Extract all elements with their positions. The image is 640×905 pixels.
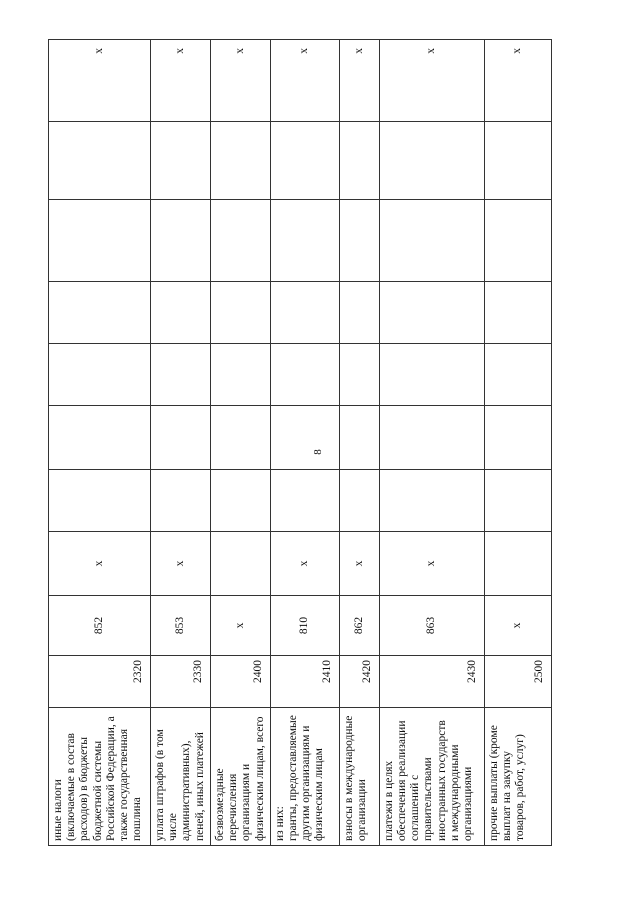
empty-cell [151, 406, 211, 470]
row-label: прочие выплаты (кроме выплат на закупку товаров, работ, услуг) [484, 708, 551, 846]
empty-cell [379, 406, 484, 470]
empty-cell [339, 282, 379, 344]
row-label: из них: гранты, предоставляемые другим организациям и физическим лицам [270, 708, 339, 846]
kosgu-code: 863 [379, 596, 484, 656]
empty-cell [339, 344, 379, 406]
kosgu-code: x [210, 596, 270, 656]
mark-cell [484, 532, 551, 596]
empty-cell [484, 200, 551, 282]
end-mark-cell: x [484, 40, 551, 122]
table-row [49, 40, 151, 846]
table-row [151, 40, 211, 846]
empty-cell [151, 122, 211, 200]
row-code: 2410 [270, 656, 339, 708]
empty-cell [379, 282, 484, 344]
kosgu-code: x [484, 596, 551, 656]
empty-cell [151, 282, 211, 344]
empty-cell [270, 344, 339, 406]
empty-cell [484, 470, 551, 532]
empty-cell [151, 344, 211, 406]
row-code: 2400 [210, 656, 270, 708]
empty-cell [49, 282, 151, 344]
row-code: 2500 [484, 656, 551, 708]
table-row [270, 40, 339, 846]
financial-table [48, 39, 552, 846]
row-code: 2420 [339, 656, 379, 708]
empty-cell [270, 200, 339, 282]
end-mark-cell: x [270, 40, 339, 122]
empty-cell [270, 406, 339, 470]
empty-cell [210, 282, 270, 344]
kosgu-code: 862 [339, 596, 379, 656]
empty-cell [484, 406, 551, 470]
empty-cell [379, 122, 484, 200]
row-code: 2330 [151, 656, 211, 708]
empty-cell [270, 470, 339, 532]
empty-cell [339, 200, 379, 282]
empty-cell [49, 122, 151, 200]
empty-cell [270, 282, 339, 344]
empty-cell [484, 344, 551, 406]
end-mark-cell: x [49, 40, 151, 122]
kosgu-code: 853 [151, 596, 211, 656]
empty-cell [270, 122, 339, 200]
end-mark-cell: x [379, 40, 484, 122]
mark-cell: x [339, 532, 379, 596]
row-label: платежи в целях обеспечения реализации соглашений с правительствами иностранных государств и международными организациями [379, 708, 484, 846]
kosgu-code: 852 [49, 596, 151, 656]
row-label: уплата штрафов (в том числе административных), пеней, иных платежей [151, 708, 211, 846]
empty-cell [210, 122, 270, 200]
mark-cell: x [151, 532, 211, 596]
table-row [339, 40, 379, 846]
table-row [379, 40, 484, 846]
mark-cell: x [49, 532, 151, 596]
row-code: 2320 [49, 656, 151, 708]
mark-cell [210, 532, 270, 596]
empty-cell [151, 200, 211, 282]
table-body [49, 40, 552, 846]
empty-cell [339, 406, 379, 470]
table-container [48, 40, 545, 846]
empty-cell [49, 200, 151, 282]
empty-cell [210, 200, 270, 282]
empty-cell [49, 470, 151, 532]
kosgu-code: 810 [270, 596, 339, 656]
row-label: взносы в международные организации [339, 708, 379, 846]
row-label: безвозмездные перечисления организациям и физическим лицам, всего [210, 708, 270, 846]
end-mark-cell: x [151, 40, 211, 122]
empty-cell [210, 344, 270, 406]
empty-cell [49, 406, 151, 470]
mark-cell: x [270, 532, 339, 596]
table-row [484, 40, 551, 846]
empty-cell [151, 470, 211, 532]
empty-cell [484, 282, 551, 344]
empty-cell [339, 122, 379, 200]
empty-cell [49, 344, 151, 406]
row-code: 2430 [379, 656, 484, 708]
empty-cell [210, 406, 270, 470]
end-mark-cell: x [339, 40, 379, 122]
empty-cell [210, 470, 270, 532]
empty-cell [379, 470, 484, 532]
mark-cell: x [379, 532, 484, 596]
page-number: 8 [312, 449, 324, 455]
end-mark-cell: x [210, 40, 270, 122]
empty-cell [339, 470, 379, 532]
empty-cell [484, 122, 551, 200]
table-row [210, 40, 270, 846]
empty-cell [379, 200, 484, 282]
row-label: иные налоги (включаемые в состав расходов) в бюджеты бюджетной системы Российской Федерации, а также государственная пошлина [49, 708, 151, 846]
empty-cell [379, 344, 484, 406]
